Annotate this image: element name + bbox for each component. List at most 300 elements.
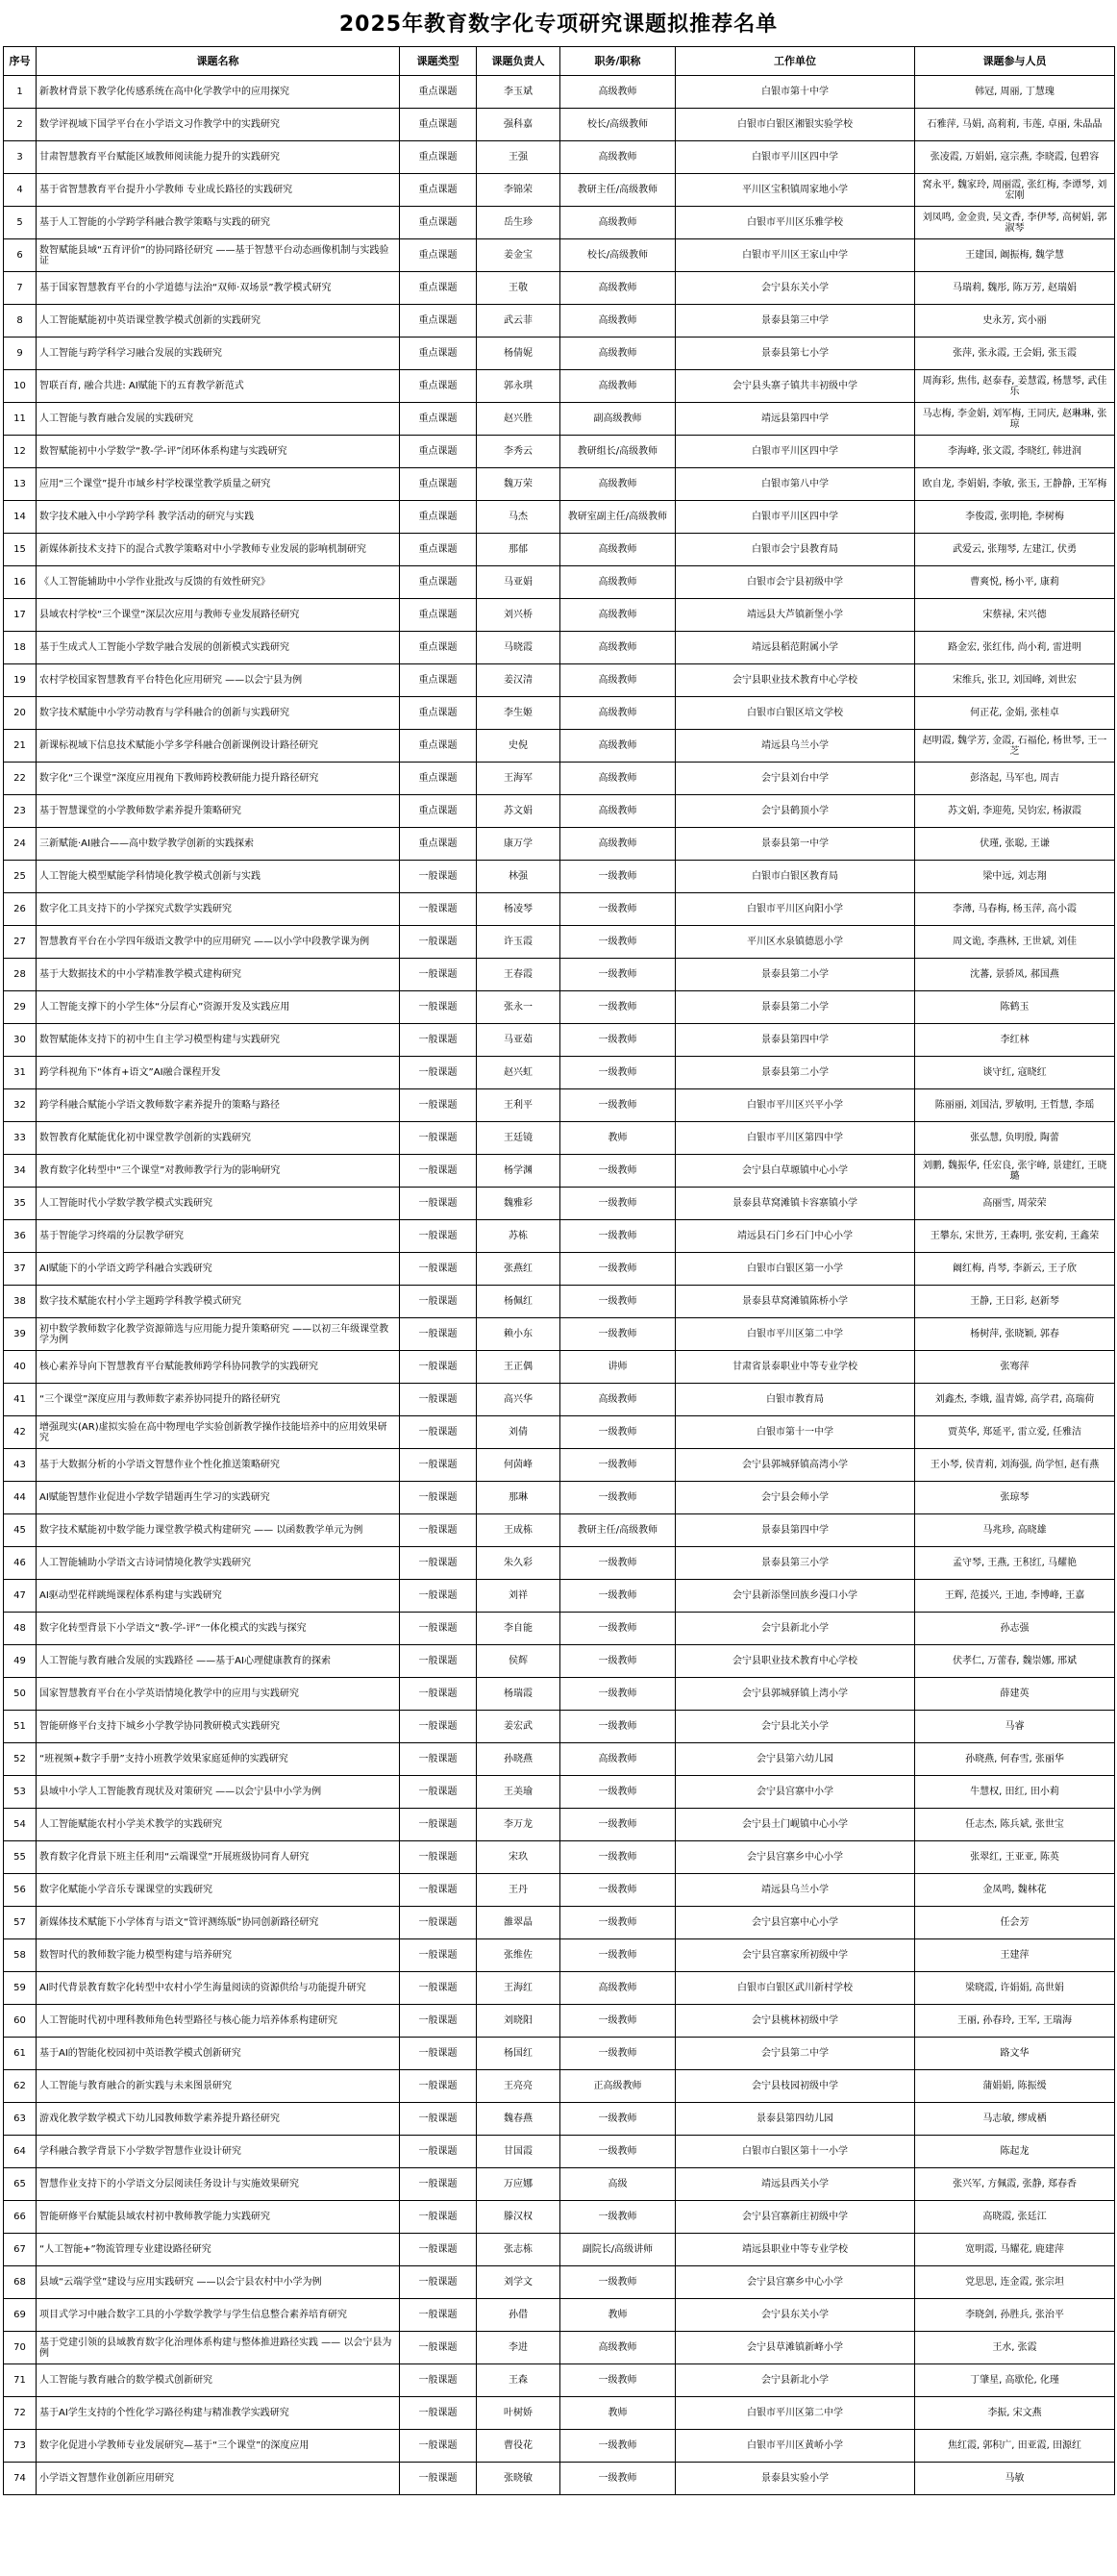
cell-work-unit: 白银市会宁县教育局: [676, 534, 915, 566]
cell-work-unit: 会宁县北关小学: [676, 1711, 915, 1743]
cell-participants: 刘鑫杰, 李娥, 温青嫦, 高学君, 高瑞荷: [915, 1384, 1115, 1416]
cell-index: 19: [4, 664, 37, 697]
table-row: [4, 239, 1115, 272]
cell-leader: 朱久彩: [477, 1547, 560, 1580]
table-row: [4, 1318, 1115, 1351]
cell-index: 62: [4, 2070, 37, 2103]
cell-participants: 伏孝仁, 万蕾春, 魏崇娜, 邢斌: [915, 1645, 1115, 1678]
cell-participants: 张萍, 张永霞, 王会娟, 张玉霞: [915, 338, 1115, 370]
cell-work-unit: 会宁县职业技术教育中心学校: [676, 1645, 915, 1678]
cell-participants: 梁中远, 刘志翔: [915, 861, 1115, 893]
cell-topic-type: 一般课题: [400, 2364, 477, 2397]
cell-participants: 周文诡, 李燕林, 王世斌, 刘佳: [915, 926, 1115, 959]
cell-topic-name: AI时代背景教育数字化转型中农村小学生海量阅读的资源供给与功能提升研究: [37, 1972, 400, 2005]
cell-index: 57: [4, 1907, 37, 1939]
table-row: [4, 2397, 1115, 2430]
cell-topic-name: 县域中小学人工智能教育现状及对策研究 ——以会宁县中小学为例: [37, 1776, 400, 1809]
cell-participants: 马敏: [915, 2463, 1115, 2495]
cell-leader: 马亚茹: [477, 1024, 560, 1057]
cell-topic-name: 数字化工具支持下的小学探究式数学实践研究: [37, 893, 400, 926]
cell-index: 34: [4, 1155, 37, 1188]
cell-topic-name: 小学语文智慧作业创新应用研究: [37, 2463, 400, 2495]
cell-topic-name: 数智赋能初中小学数学“教-学-评”闭环体系构建与实践研究: [37, 436, 400, 468]
cell-participants: 丁肇星, 高歇伦, 化瑾: [915, 2364, 1115, 2397]
cell-index: 45: [4, 1514, 37, 1547]
cell-title-role: 一级教师: [560, 1711, 676, 1743]
cell-work-unit: 会宁县刘台中学: [676, 763, 915, 795]
cell-index: 41: [4, 1384, 37, 1416]
cell-title-role: 教研主任/高级教师: [560, 174, 676, 207]
cell-topic-name: 《人工智能辅助中小学作业批改与反馈的有效性研究》: [37, 566, 400, 599]
cell-topic-type: 重点课题: [400, 305, 477, 338]
cell-leader: 那郁: [477, 534, 560, 566]
cell-title-role: 一级教师: [560, 1939, 676, 1972]
cell-index: 8: [4, 305, 37, 338]
table-row: [4, 1972, 1115, 2005]
cell-topic-name: 三新赋能·AI融合——高中数学教学创新的实践探索: [37, 828, 400, 861]
cell-index: 56: [4, 1874, 37, 1907]
cell-leader: 杨国红: [477, 2038, 560, 2070]
table-row: [4, 305, 1115, 338]
cell-index: 70: [4, 2332, 37, 2364]
cell-leader: 魏春燕: [477, 2103, 560, 2136]
cell-participants: 张骞萍: [915, 1351, 1115, 1384]
cell-title-role: 一级教师: [560, 1155, 676, 1188]
cell-topic-type: 一般课题: [400, 1188, 477, 1220]
cell-index: 5: [4, 207, 37, 239]
cell-work-unit: 白银市第十中学: [676, 76, 915, 109]
cell-topic-type: 一般课题: [400, 861, 477, 893]
cell-index: 31: [4, 1057, 37, 1089]
cell-topic-name: 基于生成式人工智能小学数学融合发展的创新模式实践研究: [37, 632, 400, 664]
table-row: [4, 1874, 1115, 1907]
cell-leader: 李自能: [477, 1613, 560, 1645]
cell-participants: 马志敏, 缪成栖: [915, 2103, 1115, 2136]
cell-index: 64: [4, 2136, 37, 2168]
cell-participants: 马瑞莉, 魏彤, 陈万芳, 赵瑞娟: [915, 272, 1115, 305]
cell-index: 68: [4, 2266, 37, 2299]
cell-title-role: 一级教师: [560, 1188, 676, 1220]
cell-title-role: 教研主任/高级教师: [560, 1514, 676, 1547]
cell-leader: 张志栋: [477, 2234, 560, 2266]
cell-work-unit: 会宁县宫寨中心小学: [676, 1907, 915, 1939]
cell-participants: 伏瑾, 张聪, 王谦: [915, 828, 1115, 861]
header-participants: 课题参与人员: [915, 47, 1115, 76]
table-row: [4, 501, 1115, 534]
cell-topic-type: 一般课题: [400, 1678, 477, 1711]
cell-leader: 甘国霞: [477, 2136, 560, 2168]
cell-index: 4: [4, 174, 37, 207]
table-row: [4, 730, 1115, 763]
cell-title-role: 高级教师: [560, 763, 676, 795]
cell-participants: 陈鹤玉: [915, 991, 1115, 1024]
cell-index: 65: [4, 2168, 37, 2201]
cell-title-role: 一级教师: [560, 959, 676, 991]
cell-title-role: 高级教师: [560, 370, 676, 403]
cell-topic-type: 重点课题: [400, 370, 477, 403]
table-row: [4, 664, 1115, 697]
cell-index: 3: [4, 141, 37, 174]
cell-index: 40: [4, 1351, 37, 1384]
table-row: [4, 795, 1115, 828]
cell-topic-type: 一般课题: [400, 1809, 477, 1841]
table-row: [4, 436, 1115, 468]
cell-title-role: 一级教师: [560, 1024, 676, 1057]
cell-index: 33: [4, 1122, 37, 1155]
cell-index: 66: [4, 2201, 37, 2234]
cell-topic-name: 数字化赋能小学音乐专课课堂的实践研究: [37, 1874, 400, 1907]
cell-title-role: 高级教师: [560, 338, 676, 370]
cell-work-unit: 白银市平川区向阳小学: [676, 893, 915, 926]
cell-topic-name: 数字化促进小学教师专业发展研究—基于“三个课堂”的深度应用: [37, 2430, 400, 2463]
cell-title-role: 一级教师: [560, 1678, 676, 1711]
cell-work-unit: 景泰县实验小学: [676, 2463, 915, 2495]
cell-index: 7: [4, 272, 37, 305]
cell-work-unit: 会宁县桃林初级中学: [676, 2005, 915, 2038]
cell-topic-name: AI赋能下的小学语文跨学科融合实践研究: [37, 1253, 400, 1286]
cell-topic-name: 基于AI的智能化校园初中英语教学模式创新研究: [37, 2038, 400, 2070]
cell-title-role: 一级教师: [560, 1907, 676, 1939]
cell-work-unit: 会宁县会师小学: [676, 1482, 915, 1514]
cell-participants: 武爱云, 张翔琴, 左建江, 伏勇: [915, 534, 1115, 566]
cell-index: 17: [4, 599, 37, 632]
cell-title-role: 一级教师: [560, 2136, 676, 2168]
cell-topic-name: 甘肃智慧教育平台赋能区域教师阅读能力提升的实践研究: [37, 141, 400, 174]
cell-work-unit: 白银市平川区第四中学: [676, 1122, 915, 1155]
cell-title-role: 一级教师: [560, 926, 676, 959]
cell-index: 39: [4, 1318, 37, 1351]
cell-participants: 马睿: [915, 1711, 1115, 1743]
cell-topic-type: 一般课题: [400, 2266, 477, 2299]
cell-topic-name: 智能研修平台赋能县域农村初中教师教学能力实践研究: [37, 2201, 400, 2234]
cell-index: 61: [4, 2038, 37, 2070]
table-row: [4, 861, 1115, 893]
cell-topic-name: 基于党建引领的县域教育数字化治理体系构建与整体推进路径实践 —— 以会宁县为例: [37, 2332, 400, 2364]
table-row: [4, 2070, 1115, 2103]
cell-topic-name: 基于国家智慧教育平台的小学道德与法治“双师·双场景”教学模式研究: [37, 272, 400, 305]
cell-title-role: 一级教师: [560, 2364, 676, 2397]
cell-title-role: 一级教师: [560, 2266, 676, 2299]
cell-work-unit: 会宁县新北小学: [676, 1613, 915, 1645]
cell-topic-type: 一般课题: [400, 1841, 477, 1874]
cell-title-role: 一级教师: [560, 2430, 676, 2463]
cell-topic-type: 一般课题: [400, 2234, 477, 2266]
cell-work-unit: 白银市平川区兴平小学: [676, 1089, 915, 1122]
cell-leader: 高兴华: [477, 1384, 560, 1416]
cell-leader: 许玉霞: [477, 926, 560, 959]
cell-participants: 周海彩, 焦伟, 赵泰春, 姜慧霞, 杨慧琴, 武佳乐: [915, 370, 1115, 403]
cell-topic-name: 基于智能学习终端的分层教学研究: [37, 1220, 400, 1253]
cell-work-unit: 景泰县第三小学: [676, 1547, 915, 1580]
header-index: 序号: [4, 47, 37, 76]
cell-leader: 杨瑞霞: [477, 1678, 560, 1711]
cell-work-unit: 会宁县郭城驿镇上湾小学: [676, 1678, 915, 1711]
cell-leader: 王海军: [477, 763, 560, 795]
cell-participants: 孙志强: [915, 1613, 1115, 1645]
cell-topic-type: 重点课题: [400, 239, 477, 272]
cell-participants: 王丽, 孙春玲, 王军, 王瑞海: [915, 2005, 1115, 2038]
cell-participants: 张琼琴: [915, 1482, 1115, 1514]
cell-participants: 薛建英: [915, 1678, 1115, 1711]
cell-topic-name: 新媒体新技术支持下的混合式教学策略对中小学教师专业发展的影响机制研究: [37, 534, 400, 566]
table-row: [4, 1122, 1115, 1155]
cell-topic-name: 人工智能赋能农村小学美术教学的实践研究: [37, 1809, 400, 1841]
cell-participants: 陈丽丽, 刘国洁, 罗敏明, 王哲慧, 李瑶: [915, 1089, 1115, 1122]
table-row: [4, 2430, 1115, 2463]
cell-leader: 赖小东: [477, 1318, 560, 1351]
cell-index: 69: [4, 2299, 37, 2332]
cell-participants: 焦红霞, 郭积广, 田亚霞, 田源红: [915, 2430, 1115, 2463]
table-row: [4, 926, 1115, 959]
cell-participants: 宋维兵, 张卫, 刘国峰, 刘世宏: [915, 664, 1115, 697]
cell-topic-name: 跨学科视角下“体育+语文”AI融合课程开发: [37, 1057, 400, 1089]
cell-topic-type: 一般课题: [400, 2168, 477, 2201]
cell-leader: 李万龙: [477, 1809, 560, 1841]
page-title: 2025年教育数字化专项研究课题拟推荐名单: [338, 13, 779, 37]
cell-topic-type: 重点课题: [400, 730, 477, 763]
table-row: [4, 1678, 1115, 1711]
cell-work-unit: 景泰县草窝滩镇卡容寨镇小学: [676, 1188, 915, 1220]
cell-participants: 王水, 张霞: [915, 2332, 1115, 2364]
table-row: [4, 1809, 1115, 1841]
cell-work-unit: 会宁县东关小学: [676, 2299, 915, 2332]
cell-participants: 彭洛起, 马军也, 周吉: [915, 763, 1115, 795]
cell-index: 48: [4, 1613, 37, 1645]
cell-topic-name: 数字技术赋能中小学劳动教育与学科融合的创新与实践研究: [37, 697, 400, 730]
cell-title-role: 一级教师: [560, 1253, 676, 1286]
cell-topic-name: 数智赋能县域“五育评价”的协同路径研究 ——基于智慧平台动态画像机制与实践验证: [37, 239, 400, 272]
cell-leader: 魏雅彩: [477, 1188, 560, 1220]
cell-title-role: 一级教师: [560, 2103, 676, 2136]
cell-participants: 石雅萍, 马娟, 高莉莉, 韦莲, 卓丽, 朱晶晶: [915, 109, 1115, 141]
cell-index: 71: [4, 2364, 37, 2397]
cell-index: 44: [4, 1482, 37, 1514]
cell-topic-type: 重点课题: [400, 828, 477, 861]
cell-topic-type: 一般课题: [400, 1613, 477, 1645]
cell-work-unit: 会宁县草滩镇新峰小学: [676, 2332, 915, 2364]
table-row: [4, 1286, 1115, 1318]
table-row: [4, 991, 1115, 1024]
cell-index: 23: [4, 795, 37, 828]
cell-title-role: 教师: [560, 2299, 676, 2332]
cell-topic-type: 一般课题: [400, 2463, 477, 2495]
cell-topic-type: 一般课题: [400, 1253, 477, 1286]
cell-topic-type: 一般课题: [400, 1384, 477, 1416]
table-row: [4, 338, 1115, 370]
cell-leader: 苏文娟: [477, 795, 560, 828]
cell-work-unit: 白银市平川区四中学: [676, 141, 915, 174]
cell-index: 73: [4, 2430, 37, 2463]
cell-index: 30: [4, 1024, 37, 1057]
cell-topic-type: 一般课题: [400, 1907, 477, 1939]
cell-participants: 张兴军, 方佩霞, 张静, 郑春香: [915, 2168, 1115, 2201]
cell-topic-type: 重点课题: [400, 566, 477, 599]
table-row: [4, 1743, 1115, 1776]
cell-topic-type: 一般课题: [400, 1057, 477, 1089]
cell-leader: 马晓霞: [477, 632, 560, 664]
table-row: [4, 2038, 1115, 2070]
table-row: [4, 893, 1115, 926]
cell-topic-name: 跨学科融合赋能小学语文教师数字素养提升的策略与路径: [37, 1089, 400, 1122]
cell-topic-type: 一般课题: [400, 2136, 477, 2168]
cell-work-unit: 会宁县新北小学: [676, 2364, 915, 2397]
cell-topic-type: 一般课题: [400, 1580, 477, 1613]
cell-participants: 金凤鸣, 魏林花: [915, 1874, 1115, 1907]
cell-topic-type: 重点课题: [400, 599, 477, 632]
cell-topic-name: 数字技术融入中小学跨学科 教学活动的研究与实践: [37, 501, 400, 534]
cell-title-role: 教师: [560, 1122, 676, 1155]
cell-topic-name: 人工智能与教育融合发展的实践路径 ——基于AI心理健康教育的探索: [37, 1645, 400, 1678]
cell-leader: 姜汉清: [477, 664, 560, 697]
cell-index: 18: [4, 632, 37, 664]
cell-leader: 雒翠晶: [477, 1907, 560, 1939]
table-row: [4, 2332, 1115, 2364]
cell-work-unit: 靖远县石门乡石门中心小学: [676, 1220, 915, 1253]
cell-title-role: 高级教师: [560, 207, 676, 239]
cell-title-role: 一级教师: [560, 1645, 676, 1678]
cell-topic-type: 一般课题: [400, 1547, 477, 1580]
cell-index: 53: [4, 1776, 37, 1809]
cell-topic-name: 人工智能与教育融合的新实践与未来图景研究: [37, 2070, 400, 2103]
cell-leader: 侯辉: [477, 1645, 560, 1678]
cell-topic-name: 数智教育化赋能优化初中课堂教学创新的实践研究: [37, 1122, 400, 1155]
cell-topic-name: “班视频+数字手册”支持小班教学效果家庭延伸的实践研究: [37, 1743, 400, 1776]
cell-leader: 孙晓燕: [477, 1743, 560, 1776]
cell-participants: 马兆珍, 高晓雄: [915, 1514, 1115, 1547]
cell-index: 20: [4, 697, 37, 730]
table-row: [4, 1220, 1115, 1253]
cell-work-unit: 景泰县第四中学: [676, 1514, 915, 1547]
cell-title-role: 高级教师: [560, 664, 676, 697]
cell-index: 27: [4, 926, 37, 959]
cell-leader: 王利平: [477, 1089, 560, 1122]
cell-leader: 史倪: [477, 730, 560, 763]
cell-leader: 何茵峰: [477, 1449, 560, 1482]
cell-title-role: 一级教师: [560, 2201, 676, 2234]
cell-work-unit: 会宁县职业技术教育中心学校: [676, 664, 915, 697]
cell-topic-type: 重点课题: [400, 664, 477, 697]
cell-work-unit: 白银市白银区湘银实验学校: [676, 109, 915, 141]
table-row: [4, 763, 1115, 795]
cell-participants: 王建国, 阚振梅, 魏学慧: [915, 239, 1115, 272]
table-row: [4, 468, 1115, 501]
cell-topic-type: 重点课题: [400, 141, 477, 174]
cell-index: 47: [4, 1580, 37, 1613]
cell-work-unit: 白银市白银区第十一小学: [676, 2136, 915, 2168]
cell-topic-type: 一般课题: [400, 1286, 477, 1318]
cell-work-unit: 白银市平川区乐雅学校: [676, 207, 915, 239]
cell-topic-name: 增强现实(AR)虚拟实验在高中物理电学实验创新教学操作技能培养中的应用效果研究: [37, 1416, 400, 1449]
cell-participants: 梁晓霞, 许娟娟, 高世娟: [915, 1972, 1115, 2005]
cell-work-unit: 白银市白银区第一小学: [676, 1253, 915, 1286]
cell-index: 6: [4, 239, 37, 272]
cell-topic-name: 数字技术赋能农村小学主题跨学科教学模式研究: [37, 1286, 400, 1318]
cell-leader: 曹役花: [477, 2430, 560, 2463]
cell-topic-name: 项目式学习中融合数字工具的小学数学教学与学生信息整合素养培育研究: [37, 2299, 400, 2332]
cell-participants: 孙晓燕, 何春雪, 张丽华: [915, 1743, 1115, 1776]
cell-work-unit: 白银市平川区四中学: [676, 436, 915, 468]
cell-leader: 姜金宝: [477, 239, 560, 272]
cell-participants: 王辉, 范援兴, 王迪, 李博峰, 王嘉: [915, 1580, 1115, 1613]
cell-topic-type: 一般课题: [400, 1089, 477, 1122]
cell-index: 72: [4, 2397, 37, 2430]
cell-participants: 窝永平, 魏家玲, 周丽霞, 张红梅, 李谭琴, 刘宏刚: [915, 174, 1115, 207]
cell-title-role: 一级教师: [560, 893, 676, 926]
cell-topic-name: 县域“云端学堂”建设与应用实践研究 ——以会宁县农村中小学为例: [37, 2266, 400, 2299]
cell-index: 10: [4, 370, 37, 403]
cell-leader: 岳生珍: [477, 207, 560, 239]
cell-index: 58: [4, 1939, 37, 1972]
table-row: [4, 2463, 1115, 2495]
cell-title-role: 正高级教师: [560, 2070, 676, 2103]
header-topic-type: 课题类型: [400, 47, 477, 76]
cell-topic-name: 新课标视域下信息技术赋能小学多学科融合创新课例设计路径研究: [37, 730, 400, 763]
cell-topic-name: 数字化转型背景下小学语文“教-学-评”一体化模式的实践与探究: [37, 1613, 400, 1645]
recommendation-table: [3, 46, 1115, 2495]
cell-topic-name: 基于智慧课堂的小学教师数学素养提升策略研究: [37, 795, 400, 828]
cell-leader: 杨学渊: [477, 1155, 560, 1188]
cell-leader: 刘兴桥: [477, 599, 560, 632]
table-row: [4, 1711, 1115, 1743]
cell-topic-type: 一般课题: [400, 1972, 477, 2005]
cell-work-unit: 靖远县职业中等专业学校: [676, 2234, 915, 2266]
cell-topic-type: 重点课题: [400, 501, 477, 534]
cell-index: 11: [4, 403, 37, 436]
cell-topic-name: 人工智能与教育融合发展的实践研究: [37, 403, 400, 436]
cell-topic-type: 一般课题: [400, 1743, 477, 1776]
cell-work-unit: 甘肃省景泰职业中等专业学校: [676, 1351, 915, 1384]
cell-index: 67: [4, 2234, 37, 2266]
table-row: [4, 1613, 1115, 1645]
cell-participants: 李俊霞, 张明艳, 李树梅: [915, 501, 1115, 534]
cell-index: 21: [4, 730, 37, 763]
table-row: [4, 2168, 1115, 2201]
cell-participants: 阚红梅, 肖琴, 李新云, 王子欣: [915, 1253, 1115, 1286]
cell-leader: 万应娜: [477, 2168, 560, 2201]
cell-work-unit: 白银市白银区培文学校: [676, 697, 915, 730]
cell-index: 74: [4, 2463, 37, 2495]
cell-topic-type: 一般课题: [400, 893, 477, 926]
cell-topic-name: 基于省智慧教育平台提升小学教师 专业成长路径的实践研究: [37, 174, 400, 207]
cell-topic-name: 数学评视域下国学平台在小学语文习作教学中的实践研究: [37, 109, 400, 141]
cell-topic-type: 一般课题: [400, 2299, 477, 2332]
cell-topic-type: 一般课题: [400, 1645, 477, 1678]
cell-participants: 党思思, 连金霞, 张宗坦: [915, 2266, 1115, 2299]
cell-index: 9: [4, 338, 37, 370]
header-title-role: 职务/职称: [560, 47, 676, 76]
cell-title-role: 一级教师: [560, 1416, 676, 1449]
cell-topic-type: 一般课题: [400, 1122, 477, 1155]
cell-index: 16: [4, 566, 37, 599]
table-row: [4, 370, 1115, 403]
cell-title-role: 一级教师: [560, 1089, 676, 1122]
cell-topic-name: 人工智能赋能初中英语课堂教学模式创新的实践研究: [37, 305, 400, 338]
cell-topic-name: AI驱动型花样跳绳课程体系构建与实践研究: [37, 1580, 400, 1613]
cell-index: 15: [4, 534, 37, 566]
table-row: [4, 1155, 1115, 1188]
cell-participants: 沈蕃, 景骄凤, 郝国燕: [915, 959, 1115, 991]
cell-work-unit: 会宁县郭城驿镇高湾小学: [676, 1449, 915, 1482]
cell-topic-type: 重点课题: [400, 76, 477, 109]
cell-work-unit: 白银市白银区武川新村学校: [676, 1972, 915, 2005]
cell-topic-type: 重点课题: [400, 403, 477, 436]
table-row: [4, 272, 1115, 305]
cell-title-role: 一级教师: [560, 1220, 676, 1253]
cell-topic-type: 一般课题: [400, 1514, 477, 1547]
cell-work-unit: 白银市平川区第二中学: [676, 1318, 915, 1351]
cell-work-unit: 会宁县宫寨乡中心小学: [676, 2266, 915, 2299]
cell-work-unit: 景泰县第二小学: [676, 1057, 915, 1089]
